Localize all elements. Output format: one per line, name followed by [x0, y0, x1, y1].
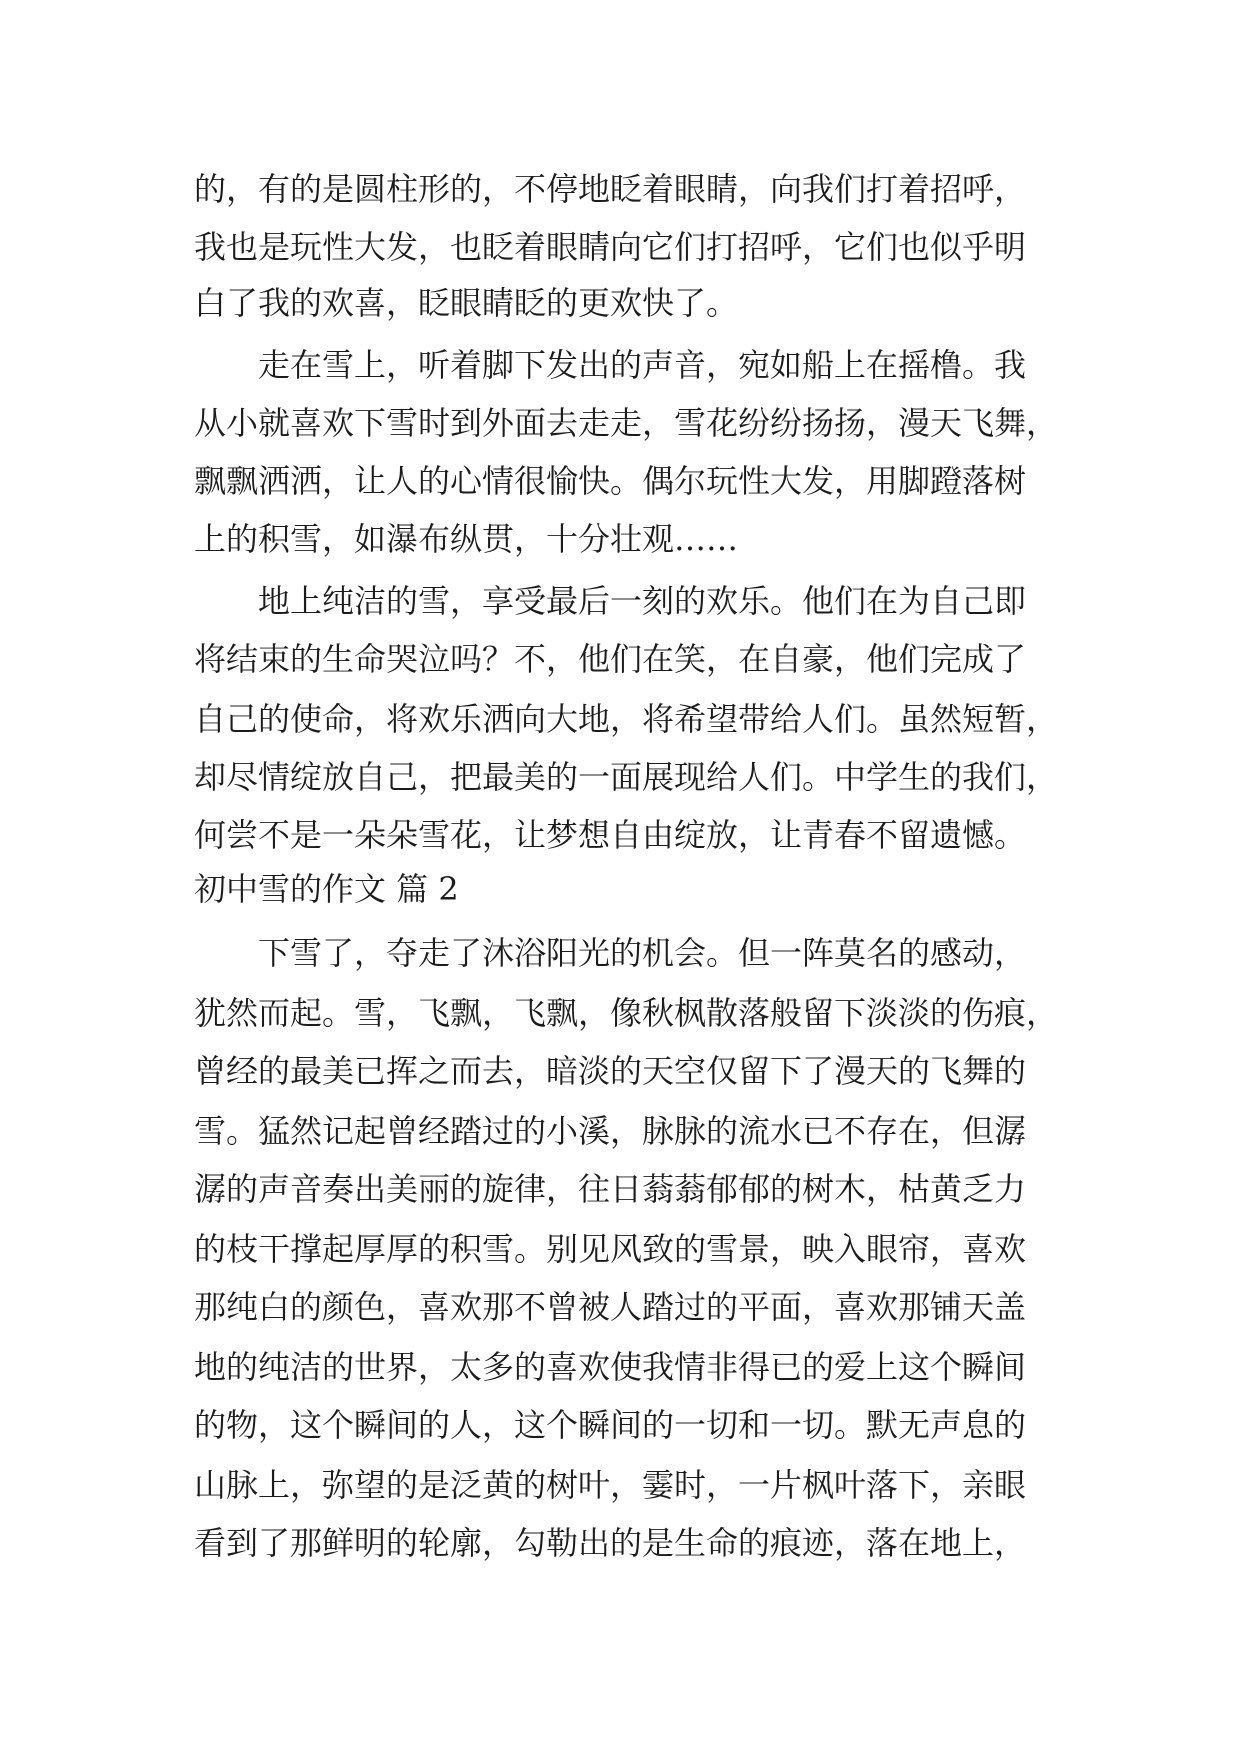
text-line: 的，有的是圆柱形的，不停地眨着眼睛，向我们打着招呼，: [194, 170, 1027, 208]
text-line: 潺的声音奏出美丽的旋律，往日蓊蓊郁郁的树木，枯黄乏力: [194, 1170, 1027, 1208]
text-line: 自己的使命，将欢乐洒向大地，将希望带给人们。虽然短暂，: [194, 700, 1059, 738]
text-line: 走在雪上，听着脚下发出的声音，宛如船上在摇橹。我: [258, 346, 1027, 384]
text-line: 从小就喜欢下雪时到外面去走走，雪花纷纷扬扬，漫天飞舞，: [194, 404, 1059, 442]
text-line: 飘飘洒洒，让人的心情很愉快。偶尔玩性大发，用脚蹬落树: [194, 462, 1027, 500]
text-line: 犹然而起。雪，飞飘，飞飘，像秋枫散落般留下淡淡的伤痕，: [194, 994, 1059, 1032]
text-line: 却尽情绽放自己，把最美的一面展现给人们。中学生的我们，: [194, 758, 1059, 796]
text-line: 地上纯洁的雪，享受最后一刻的欢乐。他们在为自己即: [258, 582, 1027, 620]
section-heading: 初中雪的作文 篇 2: [194, 870, 459, 908]
text-line: 下雪了，夺走了沐浴阳光的机会。但一阵莫名的感动，: [258, 934, 1027, 972]
text-line: 的物，这个瞬间的人，这个瞬间的一切和一切。默无声息的: [194, 1406, 1027, 1444]
text-line: 曾经的最美已挥之而去，暗淡的天空仅留下了漫天的飞舞的: [194, 1052, 1027, 1090]
text-line: 雪。猛然记起曾经踏过的小溪，脉脉的流水已不存在，但潺: [194, 1112, 1027, 1150]
text-line: 何尝不是一朵朵雪花，让梦想自由绽放，让青春不留遗憾。: [194, 816, 1027, 854]
text-line: 看到了那鲜明的轮廓，勾勒出的是生命的痕迹，落在地上，: [194, 1524, 1027, 1562]
text-line: 将结束的生命哭泣吗？不，他们在笑，在自豪，他们完成了: [194, 640, 1027, 678]
text-line: 的枝干撑起厚厚的积雪。别见风致的雪景，映入眼帘，喜欢: [194, 1230, 1027, 1268]
text-line: 山脉上，弥望的是泛黄的树叶，霎时，一片枫叶落下，亲眼: [194, 1466, 1027, 1504]
text-line: 地的纯洁的世界，太多的喜欢使我情非得已的爱上这个瞬间: [194, 1348, 1027, 1386]
text-line: 我也是玩性大发，也眨着眼睛向它们打招呼，它们也似乎明: [194, 228, 1027, 266]
text-line: 那纯白的颜色，喜欢那不曾被人踏过的平面，喜欢那铺天盖: [194, 1288, 1027, 1326]
text-line: 白了我的欢喜，眨眼睛眨的更欢快了。: [194, 284, 739, 322]
text-line: 上的积雪，如瀑布纵贯，十分壮观……: [194, 520, 739, 558]
